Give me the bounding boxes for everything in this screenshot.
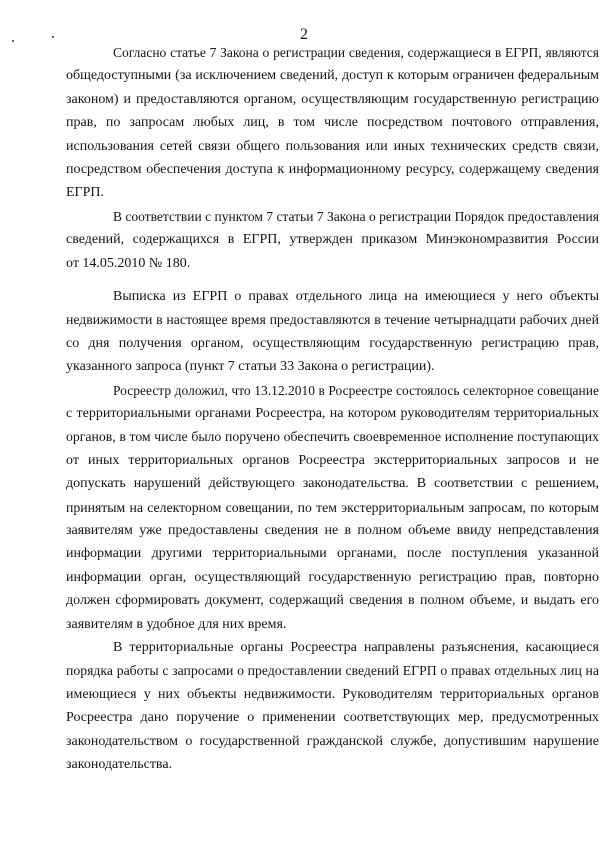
text-line: посредством обеспечения доступа к информационному ресурсу, содержащему сведения [66, 162, 599, 177]
text-line: недвижимости в настоящее время предоставляются в течение четырнадцати рабочих дней [66, 312, 599, 328]
text-line: от 14.05.2010 № 180. [66, 255, 191, 271]
text-line: В территориальные органы Росреестра направлены разъяснения, касающиеся [113, 640, 599, 655]
text-line: органов, в том числе было поручено обеспечить своевременное исполнение поступающих [66, 429, 599, 445]
text-line: со дня получения органом, осуществляющим государственную регистрацию прав, [66, 335, 599, 351]
text-line: заявителям уже предоставлены сведения не в полном объеме ввиду непредставления [66, 523, 599, 538]
page-number: 2 [300, 26, 308, 43]
text-line: законодательством о государственной гражданской службе, допустившим нарушение [66, 733, 599, 749]
text-line: Росреестра дано поручение о применении соответствующих мер, предусмотренных [66, 710, 599, 726]
text-line: имеющиеся у них объекты недвижимости. Руководителям территориальных органов [66, 686, 599, 702]
text-line: Согласно статье 7 Закона о регистрации сведения, содержащиеся в ЕГРП, являются [113, 45, 599, 60]
text-line: В соответствии с пунктом 7 статьи 7 Закона о регистрации Порядок предоставления [113, 208, 599, 224]
text-line: сведений, содержащихся в ЕГРП, утвержден приказом Минэкономразвития России [66, 232, 599, 248]
text-line: допускать нарушений действующего законодательства. В соответствии с решением, [66, 476, 599, 492]
scan-speck [12, 40, 14, 42]
text-line: Выписка из ЕГРП о правах отдельного лица на имеющиеся у него объекты [113, 289, 599, 304]
text-line: информации орган, осуществляющий государственную регистрацию прав, повторно [66, 569, 599, 585]
text-line: законом) и предоставляются органом, осуществляющим государственную регистрацию [66, 91, 599, 107]
text-line: от иных территориальных органов Росреестра экстерриториальных запросов и не [66, 452, 599, 468]
text-line: порядка работы с запросами о предоставлении сведений ЕГРП о правах отдельных лиц на [66, 663, 599, 679]
text-line: заявителям в удобное для них время. [66, 616, 287, 632]
scan-speck [52, 36, 54, 38]
text-line: Росреестр доложил, что 13.12.2010 в Росреестре состоялось селекторное совещание [113, 382, 599, 398]
text-line: с территориальными органами Росреестра, на котором руководителям территориальных [66, 406, 599, 421]
text-line: использования сетей связи общего пользования или иных технических средств связи, [66, 138, 599, 154]
text-line: информации другими территориальными органами, после поступления указанной [66, 546, 599, 562]
text-line: прав, по запросам любых лиц, в том числе посредством почтового отправления, [66, 115, 599, 131]
text-line: должен сформировать документ, содержащий сведения в полном объеме, и выдать его [66, 593, 599, 609]
text-line: принятым на селекторном совещании, по тем экстерриториальным запросам, по которым [66, 499, 599, 515]
text-line: общедоступными (за исключением сведений, доступ к которым ограничен федеральным [66, 68, 599, 84]
text-line: ЕГРП. [66, 185, 105, 201]
text-line: законодательства. [66, 757, 173, 772]
text-line: указанного запроса (пункт 7 статьи 33 Закона о регистрации). [66, 359, 435, 375]
